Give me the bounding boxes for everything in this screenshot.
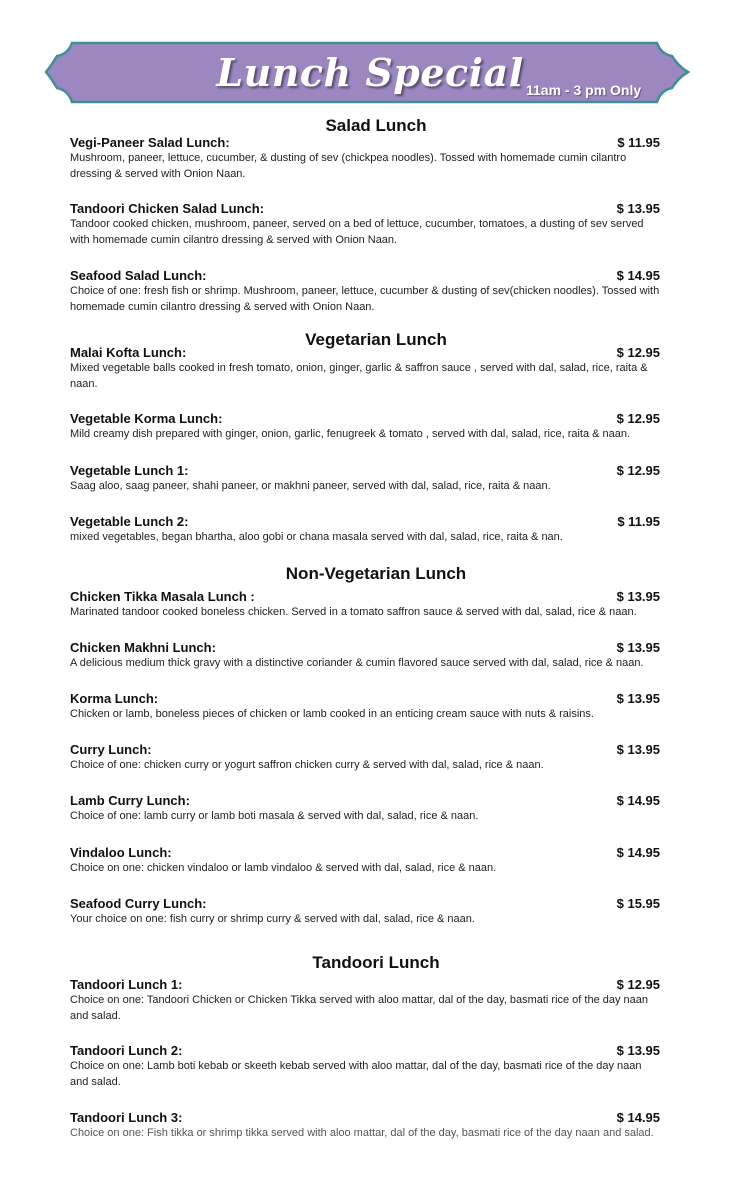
item-price: $ 12.95 xyxy=(616,463,660,478)
section-title-non-vegetarian: Non-Vegetarian Lunch xyxy=(285,564,467,583)
item-description: Mushroom, paneer, lettuce, cucumber, & dusting of sev (chickpea noodles). Tossed with homemade cumin cilantro dressing & served with Onion Naan. xyxy=(70,152,627,180)
item-description: Your choice on one: fish curry or shrimp curry & served with dal, salad, rice & naan. xyxy=(70,913,475,925)
menu-item xyxy=(70,845,660,877)
item-price: $ 14.95 xyxy=(616,793,660,808)
item-description: Choice on one: Lamb boti kebab or skeeth kebab served with aloo mattar, dal of the day, basmati rice of the day naan and salad. xyxy=(70,1060,642,1088)
item-description: Choice of one: fresh fish or shrimp. Mushroom, paneer, lettuce, cucumber & dusting of sev(chicken noodles). Tossed with homemade cumin cilantro dressing & served with Onion Naan. xyxy=(70,285,660,313)
item-name: Tandoori Chicken Salad Lunch: xyxy=(70,201,265,216)
item-description: Choice of one: lamb curry or lamb boti masala & served with dal, salad, rice & naan. xyxy=(70,810,479,822)
section-title-salad: Salad Lunch xyxy=(325,116,427,135)
item-name: Lamb Curry Lunch: xyxy=(70,793,190,808)
menu-item xyxy=(70,691,660,723)
item-name: Vegetable Lunch 1: xyxy=(70,463,189,478)
item-price: $ 15.95 xyxy=(616,896,660,911)
item-name: Chicken Tikka Masala Lunch : xyxy=(70,589,255,604)
menu-item xyxy=(70,896,660,928)
hours-note: 11am - 3 pm Only xyxy=(526,82,642,98)
item-name: Vegetable Korma Lunch: xyxy=(70,411,223,426)
item-description: Mixed vegetable balls cooked in fresh tomato, onion, ginger, garlic & saffron sauce , served with dal, salad, rice, raita & naan. xyxy=(70,362,648,390)
menu-item xyxy=(70,411,660,443)
item-description: Mild creamy dish prepared with ginger, onion, garlic, fenugreek & tomato , served with dal, salad, rice, raita & naan. xyxy=(70,428,631,440)
item-price: $ 11.95 xyxy=(617,135,660,150)
item-name: Seafood Curry Lunch: xyxy=(70,896,207,911)
item-name: Vindaloo Lunch: xyxy=(70,845,172,860)
menu-item xyxy=(70,1043,660,1090)
item-name: Curry Lunch: xyxy=(70,742,152,757)
item-name: Tandoori Lunch 1: xyxy=(70,977,183,992)
item-price: $ 12.95 xyxy=(616,345,660,360)
item-description: Saag aloo, saag paneer, shahi paneer, or makhni paneer, served with dal, salad, rice, raita & naan. xyxy=(70,480,551,492)
item-price: $ 13.95 xyxy=(616,1043,660,1058)
menu-item xyxy=(70,463,660,495)
item-name: Malai Kofta Lunch: xyxy=(70,345,187,360)
item-description: Choice on one: Fish tikka or shrimp tikka served with aloo mattar, dal of the day, basmati rice of the day naan and salad. xyxy=(70,1127,654,1139)
item-price: $ 13.95 xyxy=(616,640,660,655)
item-name: Tandoori Lunch 3: xyxy=(70,1110,183,1125)
item-price: $ 14.95 xyxy=(616,845,660,860)
item-description: A delicious medium thick gravy with a distinctive coriander & cumin flavored sauce served with dal, salad, rice & naan. xyxy=(70,657,644,669)
menu-item xyxy=(70,589,660,621)
menu-item xyxy=(70,268,660,315)
item-description: mixed vegetables, began bhartha, aloo gobi or chana masala served with dal, salad, rice, raita & nan. xyxy=(70,531,563,543)
item-name: Tandoori Lunch 2: xyxy=(70,1043,183,1058)
menu-item xyxy=(70,514,660,546)
item-price: $ 13.95 xyxy=(616,742,660,757)
menu-item xyxy=(70,201,660,248)
item-description: Marinated tandoor cooked boneless chicken. Served in a tomato saffron sauce & served with dal, salad, rice & naan. xyxy=(70,606,637,618)
item-name: Vegetable Lunch 2: xyxy=(70,514,189,529)
menu-item xyxy=(70,135,660,182)
item-price: $ 13.95 xyxy=(616,589,660,604)
item-description: Choice on one: chicken vindaloo or lamb vindaloo & served with dal, salad, rice & naan. xyxy=(70,862,497,874)
item-price: $ 12.95 xyxy=(616,977,660,992)
menu-item xyxy=(70,977,660,1024)
item-price: $ 13.95 xyxy=(616,201,660,216)
item-price: $ 11.95 xyxy=(617,514,660,529)
menu-item xyxy=(70,1110,660,1142)
lunch-special-banner xyxy=(0,0,729,120)
menu-item xyxy=(70,345,660,392)
item-price: $ 14.95 xyxy=(616,1110,660,1125)
section-title-tandoori: Tandoori Lunch xyxy=(312,953,440,972)
item-description: Choice on one: Tandoori Chicken or Chicken Tikka served with aloo mattar, dal of the day, basmati rice of the day naan and salad. xyxy=(70,994,649,1022)
item-price: $ 12.95 xyxy=(616,411,660,426)
menu-item xyxy=(70,793,660,825)
menu-item xyxy=(70,640,660,672)
item-name: Korma Lunch: xyxy=(70,691,159,706)
item-price: $ 13.95 xyxy=(616,691,660,706)
item-name: Chicken Makhni Lunch: xyxy=(70,640,216,655)
item-description: Chicken or lamb, boneless pieces of chicken or lamb cooked in an enticing cream sauce with nuts & raisins. xyxy=(70,708,594,720)
menu-item xyxy=(70,742,660,774)
section-title-vegetarian: Vegetarian Lunch xyxy=(305,330,447,349)
item-price: $ 14.95 xyxy=(616,268,660,283)
item-description: Tandoor cooked chicken, mushroom, paneer, served on a bed of lettuce, cucumber, tomatoes, a dusting of sev served with homemade cumin cilantro dressing & served with Onion Naan. xyxy=(70,218,644,246)
item-name: Vegi-Paneer Salad Lunch: xyxy=(70,135,230,150)
page-title: Lunch Special xyxy=(216,50,524,95)
item-name: Seafood Salad Lunch: xyxy=(70,268,207,283)
item-description: Choice of one: chicken curry or yogurt saffron chicken curry & served with dal, salad, rice & naan. xyxy=(70,759,544,771)
